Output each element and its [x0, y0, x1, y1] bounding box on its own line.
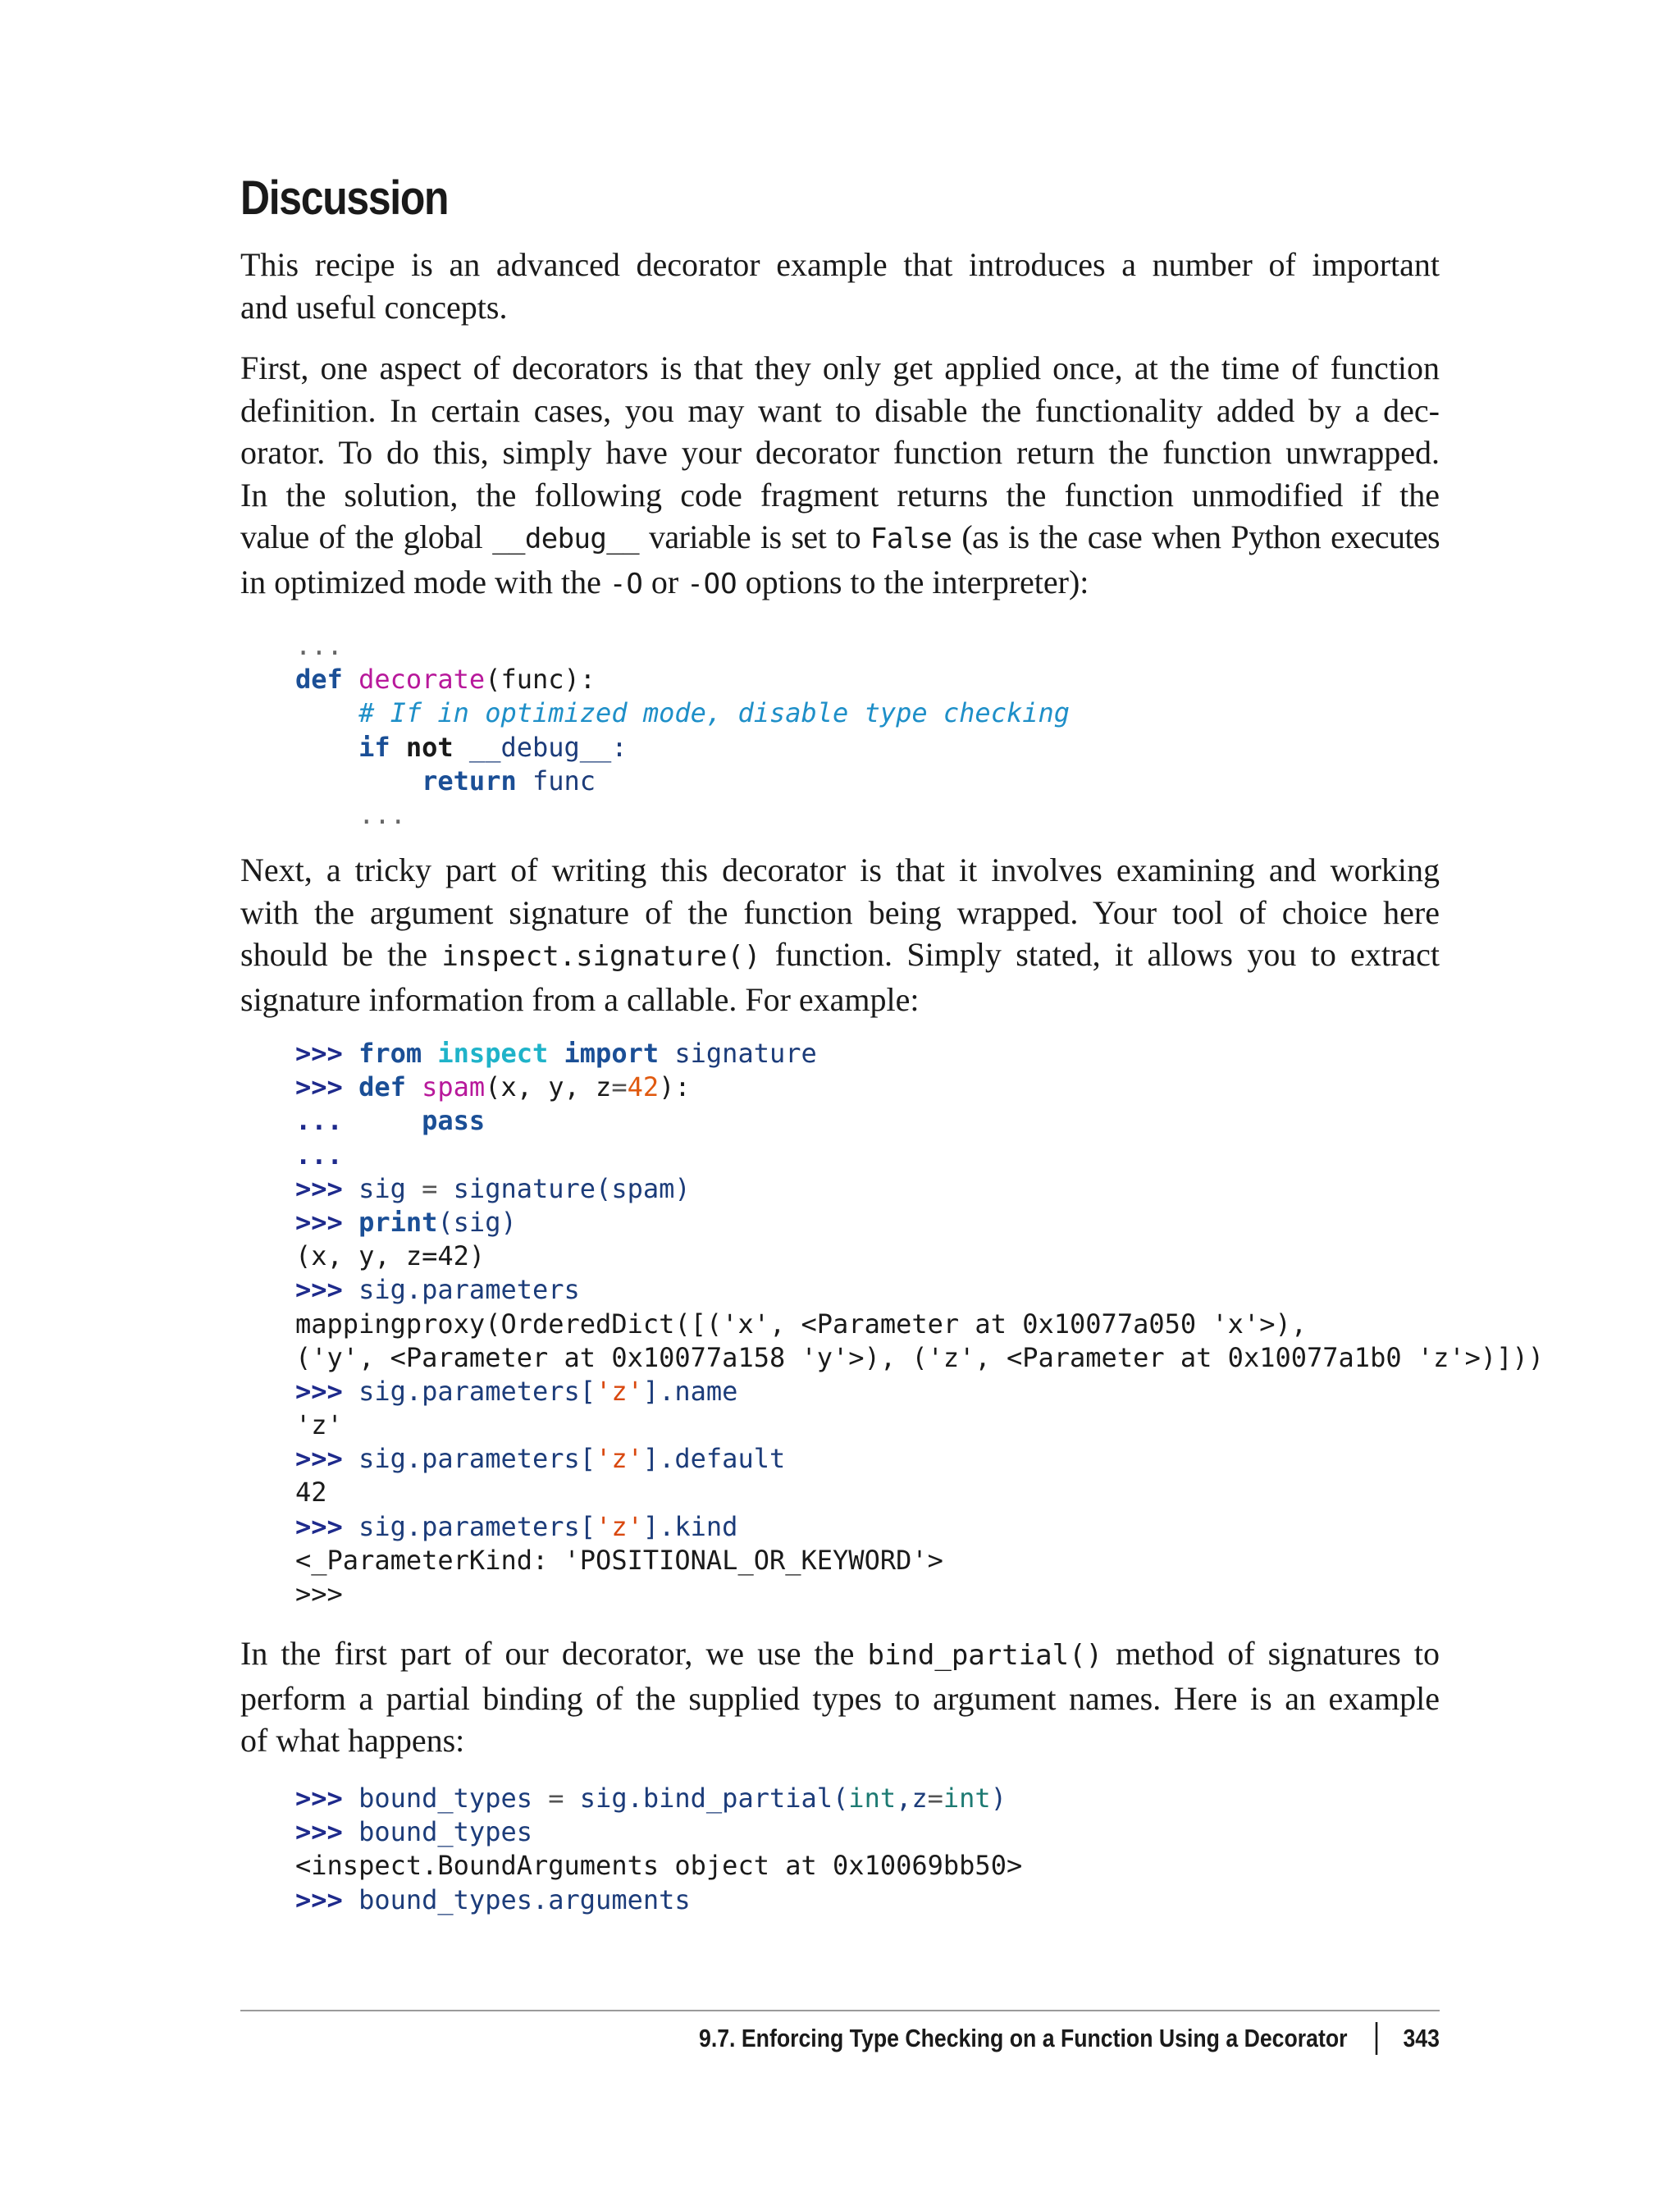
code-line: >>> def spam(x, y, z=42): — [295, 1071, 691, 1103]
running-title: 9.7. Enforcing Type Checking on a Function Using a Decorator — [699, 2024, 1348, 2052]
code-block-bind-partial — [295, 1782, 1022, 1917]
code-block-signature-demo — [295, 1037, 1544, 1611]
code-line: >>> sig.parameters['z'].default — [295, 1443, 786, 1475]
paragraph-signature — [240, 849, 1440, 1020]
code-output: <_ParameterKind: 'POSITIONAL_OR_KEYWORD'> — [295, 1544, 943, 1576]
code-output: (x, y, z=42) — [295, 1240, 486, 1272]
code-line: >>> print(sig) — [295, 1206, 517, 1238]
footer-separator — [1376, 2022, 1378, 2055]
code-line: >>> sig = signature(spam) — [295, 1172, 691, 1204]
page-number: 343 — [1403, 2024, 1440, 2052]
code-line: def decorate(func): — [295, 664, 596, 696]
code-line: # If in optimized mode, disable type checking — [358, 697, 1071, 729]
code-line: if not __debug__: — [358, 731, 628, 763]
text-line: value of the global __debug__ variable is set to False (as is the case when Python executes — [240, 518, 1440, 555]
code-line: ... — [295, 1139, 343, 1171]
code-line: >>> bound_types.arguments — [295, 1883, 691, 1915]
code-output: ('y', <Parameter at 0x10077a158 'y'>), ('z', <Parameter at 0x10077a1b0 'z'>)])) — [295, 1341, 1544, 1373]
code-line: >>> bound_types = sig.bind_partial(int,z=int) — [295, 1783, 1007, 1814]
text-line: in optimized mode with the -O or -OO options to the interpreter): — [240, 563, 1089, 600]
page-footer — [699, 2022, 1440, 2055]
code-line: >>> — [295, 1578, 343, 1609]
code-line: ... pass — [295, 1105, 486, 1137]
code-line: >>> sig.parameters — [295, 1274, 580, 1306]
inline-code-bind-partial: bind_partial() — [867, 1639, 1103, 1672]
text-line: First, one aspect of decorators is that they only get applied once, at the time of function — [240, 349, 1440, 386]
inline-code-inspect-signature: inspect.signature() — [441, 940, 761, 973]
code-output: <inspect.BoundArguments object at 0x10069bb50> — [295, 1850, 1023, 1882]
text-line: of what happens: — [240, 1722, 465, 1759]
text-line: perform a partial binding of the supplied types to argument names. Here is an example — [240, 1679, 1440, 1717]
text-line: In the first part of our decorator, we use the bind_partial() method of signatures to — [240, 1635, 1440, 1672]
code-line: >>> bound_types — [295, 1816, 532, 1848]
text-line: orator. To do this, simply have your decorator function return the function unwrapped. — [240, 434, 1440, 471]
inline-code-debug: __debug__ — [492, 523, 639, 555]
text-line: signature information from a callable. For example: — [240, 980, 920, 1018]
inline-code-o-flag: -O — [609, 567, 643, 600]
text-line: In the solution, the following code fragment returns the function unmodified if the — [240, 476, 1440, 514]
code-line: ... — [358, 798, 406, 830]
code-line: ... — [295, 630, 343, 661]
paragraph-intro — [240, 244, 1440, 328]
text-line: Next, a tricky part of writing this decorator is that it involves examining and working — [240, 851, 1440, 888]
code-output: mappingproxy(OrderedDict([('x', <Parameter at 0x10077a050 'x'>), — [295, 1308, 1307, 1340]
code-line: >>> from inspect import signature — [295, 1038, 817, 1069]
code-line: >>> sig.parameters['z'].kind — [295, 1510, 738, 1542]
code-output: 'z' — [295, 1409, 343, 1441]
code-line: >>> sig.parameters['z'].name — [295, 1375, 738, 1407]
code-block-decorate — [295, 629, 1070, 832]
text-line: with the argument signature of the function being wrapped. Your tool of choice here — [240, 893, 1440, 931]
code-line: return func — [422, 765, 596, 797]
inline-code-oo-flag: -OO — [687, 567, 737, 600]
text-line: and useful concepts. — [240, 288, 508, 326]
section-heading: Discussion — [240, 171, 449, 225]
text-line: This recipe is an advanced decorator example that introduces a number of important — [240, 246, 1440, 283]
paragraph-bind-partial — [240, 1632, 1440, 1762]
text-line: definition. In certain cases, you may want to disable the functionality added by a dec- — [240, 391, 1440, 429]
inline-code-false: False — [870, 523, 952, 555]
paragraph-disable-decorator — [240, 347, 1440, 605]
text-line: should be the inspect.signature() function. Simply stated, it allows you to extract — [240, 936, 1440, 973]
code-output: 42 — [295, 1477, 327, 1509]
footer-rule — [240, 2010, 1440, 2011]
